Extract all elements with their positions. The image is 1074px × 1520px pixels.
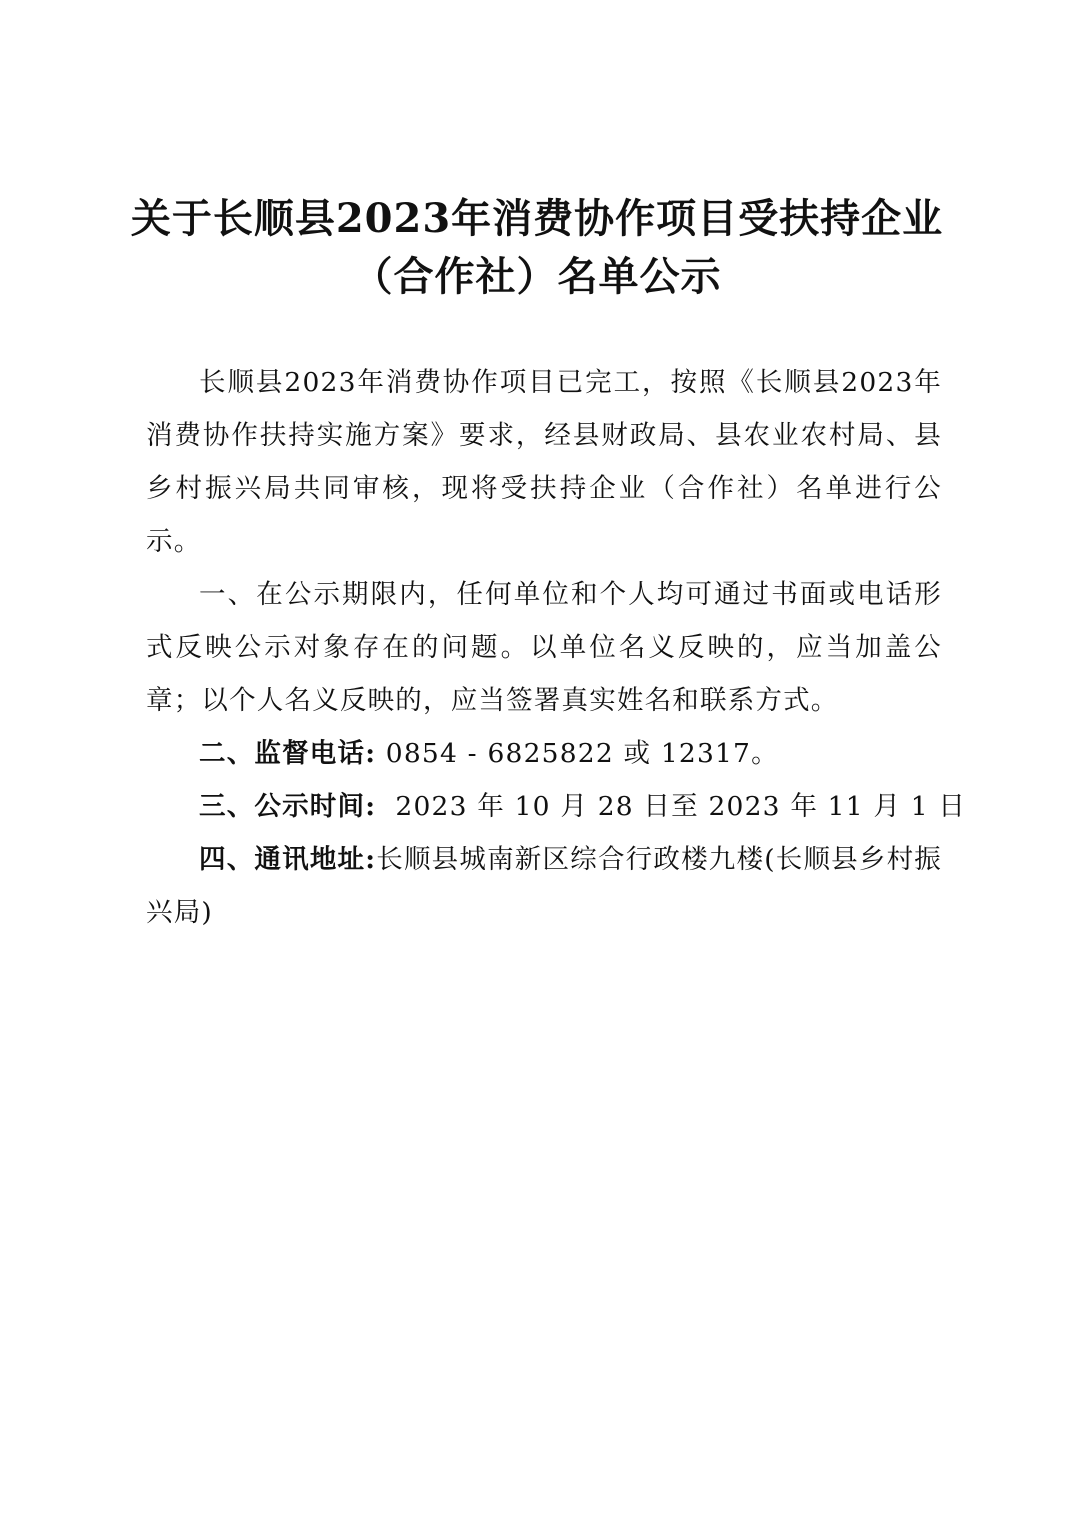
item-1-paragraph: 一、在公示期限内，任何单位和个人均可通过书面或电话形式反映公示对象存在的问题。以单位名义反映的，应当加盖公章；以个人名义反映的，应当签署真实姓名和联系方式。 [146, 579, 942, 716]
item-2-label: 二、监督电话: [199, 738, 377, 769]
item-3-label: 三、公示时间: [199, 791, 377, 822]
item-2-paragraph [146, 727, 942, 780]
item-3-value: 2023 年 10 月 28 日至 2023 年 11 月 1 日 [376, 791, 967, 822]
item-3-paragraph [146, 780, 967, 833]
document-title [120, 190, 954, 306]
item-2-value: 0854 - 6825822 或 12317。 [376, 738, 779, 769]
item-4-value: 长顺县城南新区综合行政楼九楼(长顺县乡村振兴局) [146, 844, 942, 928]
item-4-label: 四、通讯地址: [199, 844, 377, 875]
title-line-2: （合作社）名单公示 [352, 253, 722, 300]
item-4-paragraph [146, 833, 942, 939]
intro-paragraph: 长顺县2023年消费协作项目已完工，按照《长顺县2023年消费协作扶持实施方案》要求，经县财政局、县农业农村局、县乡村振兴局共同审核，现将受扶持企业（合作社）名单进行公示。 [146, 367, 942, 557]
title-line-1: 关于长顺县2023年消费协作项目受扶持企业 [130, 195, 944, 242]
document-body [146, 356, 967, 939]
